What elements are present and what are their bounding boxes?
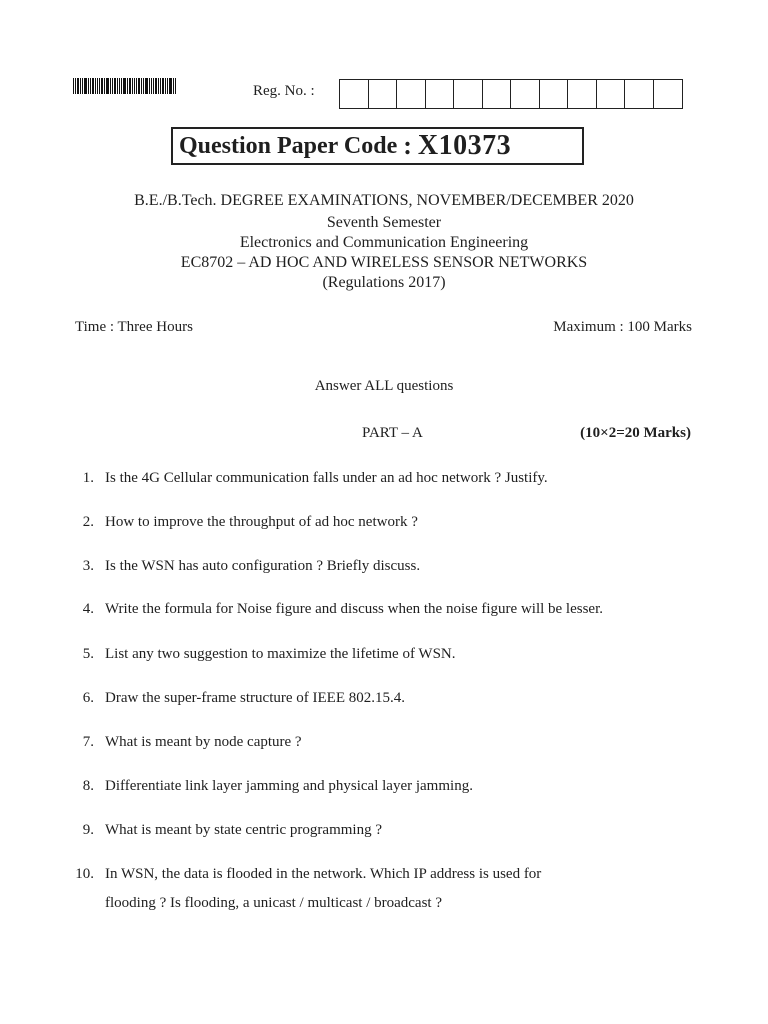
course-title: EC8702 – AD HOC AND WIRELESS SENSOR NETWORKS — [180, 254, 588, 271]
barcode-bar — [121, 78, 122, 94]
semester: Seventh Semester — [326, 214, 442, 231]
barcode-bar — [90, 78, 91, 94]
reg-no-digit-box[interactable] — [540, 80, 569, 108]
barcode-bar — [160, 78, 161, 94]
question-number: 9. — [82, 822, 94, 838]
question-text-continued: flooding ? Is flooding, a unicast / multicast / broadcast ? — [105, 895, 443, 911]
reg-no-digit-box[interactable] — [568, 80, 597, 108]
reg-no-digit-box[interactable] — [426, 80, 455, 108]
barcode-bar — [112, 78, 113, 94]
question-text: Differentiate link layer jamming and physical layer jamming. — [105, 778, 473, 794]
question-paper-code-value: X10373 — [417, 130, 512, 161]
barcode-bar — [97, 78, 98, 94]
barcode-bar — [175, 78, 176, 94]
barcode-bar — [162, 78, 164, 94]
reg-no-digit-box[interactable] — [597, 80, 626, 108]
barcode-bar — [84, 78, 87, 94]
barcode-bar — [136, 78, 137, 94]
barcode — [73, 78, 187, 94]
question-number: 3. — [82, 558, 94, 574]
barcode-bar — [82, 78, 83, 94]
barcode-bar — [73, 78, 74, 94]
department: Electronics and Communication Engineering — [239, 234, 529, 251]
reg-no-digit-box[interactable] — [369, 80, 398, 108]
question-text: What is meant by node capture ? — [105, 734, 302, 750]
barcode-bar — [99, 78, 100, 94]
barcode-bar — [104, 78, 105, 94]
barcode-bar — [129, 78, 131, 94]
barcode-bar — [134, 78, 135, 94]
question-paper-code-box — [171, 127, 584, 165]
barcode-bar — [110, 78, 111, 94]
question-text: Is the WSN has auto configuration ? Briefly discuss. — [105, 558, 421, 574]
barcode-bar — [101, 78, 103, 94]
instruction: Answer ALL questions — [314, 378, 454, 394]
barcode-bar — [165, 78, 166, 94]
barcode-bar — [88, 78, 89, 94]
exam-title: B.E./B.Tech. DEGREE EXAMINATIONS, NOVEMBER/DECEMBER 2020 — [134, 192, 634, 209]
barcode-bar — [153, 78, 154, 94]
reg-no-digit-box[interactable] — [454, 80, 483, 108]
reg-no-label: Reg. No. : — [253, 83, 315, 99]
question-text: In WSN, the data is flooded in the network. Which IP address is used for — [105, 866, 542, 882]
reg-no-digit-box[interactable] — [625, 80, 654, 108]
barcode-bar — [141, 78, 142, 94]
question-text: Write the formula for Noise figure and discuss when the noise figure will be lesser. — [105, 601, 604, 617]
reg-no-digit-box[interactable] — [397, 80, 426, 108]
barcode-bar — [173, 78, 174, 94]
barcode-bar — [95, 78, 96, 94]
reg-no-digit-box[interactable] — [654, 80, 683, 108]
time-allowed: Time : Three Hours — [75, 319, 193, 335]
question-paper-code-label: Question Paper Code — [179, 132, 398, 159]
barcode-bar — [145, 78, 148, 94]
barcode-bar — [92, 78, 94, 94]
question-number: 6. — [82, 690, 94, 706]
barcode-bar — [149, 78, 150, 94]
question-text: How to improve the throughput of ad hoc network ? — [105, 514, 418, 530]
barcode-bar — [151, 78, 152, 94]
question-paper-code-colon: : — [403, 131, 412, 160]
part-marks: (10×2=20 Marks) — [580, 425, 691, 441]
question-number: 1. — [82, 470, 94, 486]
barcode-bar — [127, 78, 128, 94]
barcode-bar — [75, 78, 76, 94]
question-number: 8. — [82, 778, 94, 794]
question-number: 4. — [82, 601, 94, 617]
question-number: 2. — [82, 514, 94, 530]
question-number: 10. — [75, 866, 94, 882]
reg-no-digit-box[interactable] — [511, 80, 540, 108]
question-number: 7. — [82, 734, 94, 750]
regulations: (Regulations 2017) — [322, 274, 446, 291]
barcode-bar — [143, 78, 144, 94]
part-heading: PART – A — [362, 425, 423, 441]
barcode-bar — [155, 78, 157, 94]
reg-no-digit-box[interactable] — [340, 80, 369, 108]
barcode-bar — [117, 78, 118, 94]
barcode-bar — [132, 78, 133, 94]
barcode-bar — [119, 78, 120, 94]
barcode-bar — [106, 78, 109, 94]
reg-no-digit-box[interactable] — [483, 80, 512, 108]
question-text: Draw the super-frame structure of IEEE 802.15.4. — [105, 690, 406, 706]
barcode-bar — [114, 78, 116, 94]
barcode-bar — [80, 78, 81, 94]
barcode-bar — [123, 78, 126, 94]
question-text: What is meant by state centric programming ? — [105, 822, 382, 838]
barcode-bar — [77, 78, 79, 94]
barcode-bar — [169, 78, 172, 94]
question-text: List any two suggestion to maximize the lifetime of WSN. — [105, 646, 456, 662]
question-text: Is the 4G Cellular communication falls under an ad hoc network ? Justify. — [105, 470, 548, 486]
barcode-bar — [167, 78, 168, 94]
maximum-marks: Maximum : 100 Marks — [553, 319, 692, 335]
barcode-bar — [158, 78, 159, 94]
question-number: 5. — [82, 646, 94, 662]
barcode-bar — [138, 78, 140, 94]
reg-no-boxes — [339, 79, 683, 109]
